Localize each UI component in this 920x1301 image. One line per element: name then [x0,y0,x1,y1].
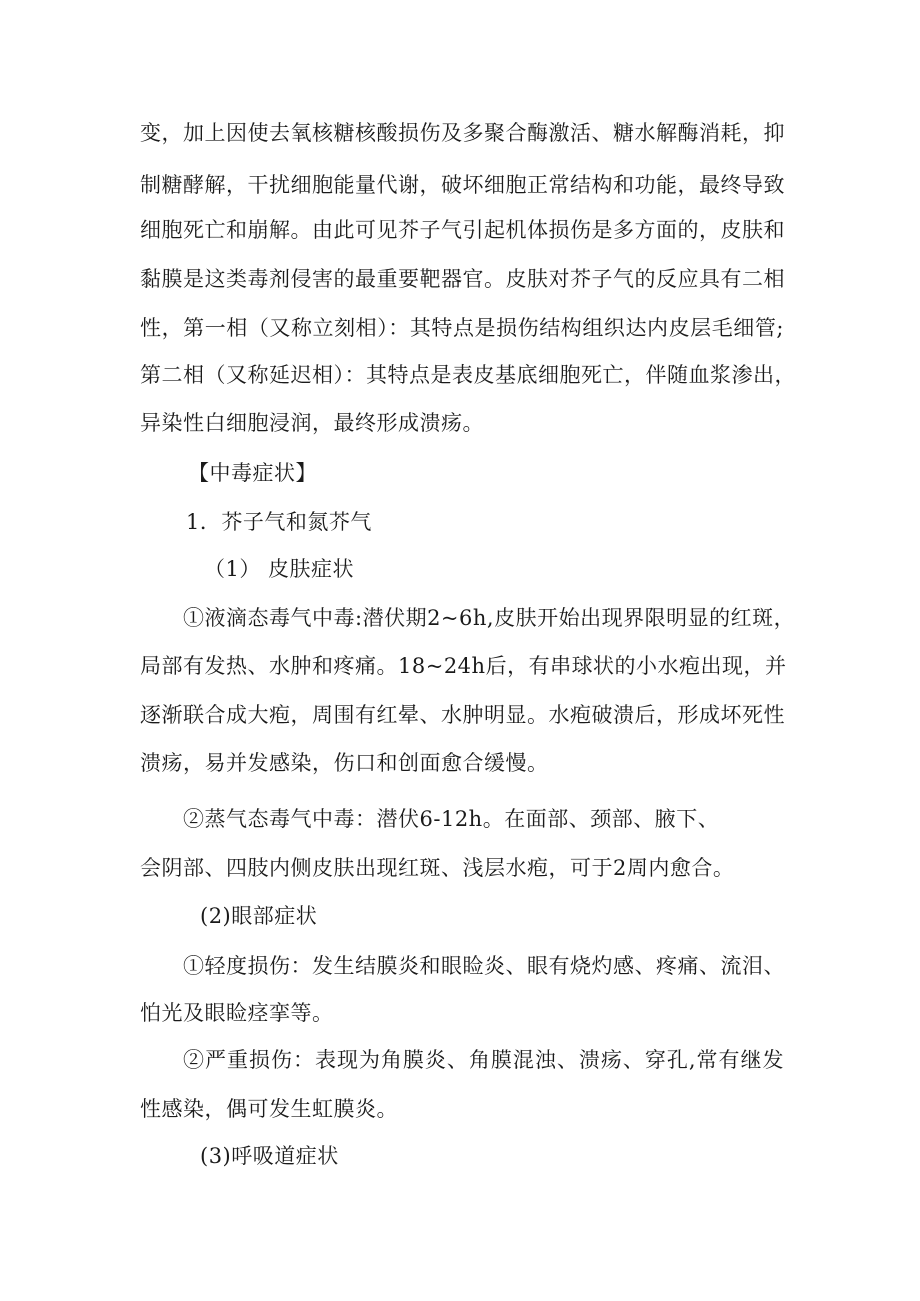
item-resp-heading: (3)呼吸道症状 [200,1144,339,1168]
intro-line-1: 变，加上因使去氧核糖核酸损伤及多聚合酶激活、糖水解酶消耗，抑 [140,121,785,145]
intro-line-6: 第二相（又称延迟相）：其特点是表皮基底细胞死亡，伴随血浆渗出， [140,363,796,387]
intro-line-5: 性，第一相（又称立刻相）：其特点是损伤结构组织达内皮层毛细管; [140,316,784,340]
subsection-heading: 1．芥子气和氮芥气 [186,510,372,534]
eye-mild-line-2: 怕光及眼睑痉挛等。 [140,1001,334,1025]
liquid-line-2: 局部有发热、水肿和疼痛。18~24h后，有串球状的小水疱出现，并 [140,654,787,678]
intro-line-2: 制糖酵解，干扰细胞能量代谢，破坏细胞正常结构和功能，最终导致 [140,173,785,197]
liquid-line-3: 逐渐联合成大疱，周围有红晕、水肿明显。水疱破溃后，形成坏死性 [140,703,785,727]
eye-mild-line-1: ①轻度损伤：发生结膜炎和眼睑炎、眼有烧灼感、疼痛、流泪、 [183,954,785,978]
eye-severe-line-1: ②严重损伤：表现为角膜炎、角膜混浊、溃疡、穿孔,常有继发 [183,1048,784,1072]
intro-line-7: 异染性白细胞浸润，最终形成溃疡。 [140,411,484,435]
intro-line-4: 黏膜是这类毒剂侵害的最重要靶器官。皮肤对芥子气的反应具有二相 [140,267,785,291]
vapor-line-1: ②蒸气态毒气中毒：潜伏6-12h。在面部、颈部、腋下、 [183,807,720,831]
vapor-line-2: 会阴部、四肢内侧皮肤出现红斑、浅层水疱，可于2周内愈合。 [140,856,735,880]
item-skin-heading: （1） 皮肤症状 [204,557,355,581]
item-eye-heading: (2)眼部症状 [200,904,318,928]
liquid-line-4: 溃疡，易并发感染，伤口和创面愈合缓慢。 [140,751,549,775]
liquid-line-1: ①液滴态毒气中毒:潜伏期2~6h,皮肤开始出现界限明显的红斑， [183,606,796,630]
intro-line-3: 细胞死亡和崩解。由此可见芥子气引起机体损伤是多方面的，皮肤和 [140,218,785,242]
section-heading: 【中毒症状】 [188,461,317,485]
eye-severe-line-2: 性感染，偶可发生虹膜炎。 [140,1097,398,1121]
